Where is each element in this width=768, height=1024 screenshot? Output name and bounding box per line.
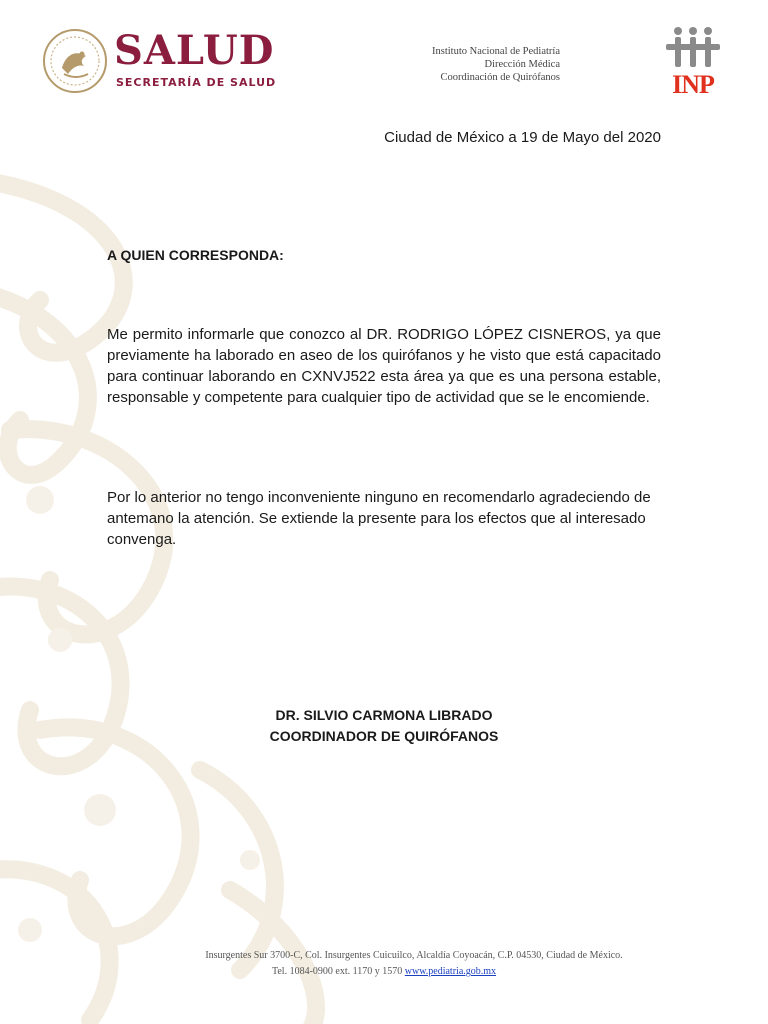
salud-logo-subtitle: SECRETARÍA DE SALUD xyxy=(116,76,277,89)
letter-paragraph-1: Me permito informarle que conozco al DR. RODRIGO LÓPEZ CISNEROS, ya que previamente ha laborado en aseo de los quirófanos y he visto que está capacitado para continuar laborando en CXNVJ522 esta área ya que es una persona estable, responsable y competente para cualquier tipo de actividad que se le encomiende. xyxy=(107,326,661,406)
mexican-coat-of-arms-icon xyxy=(42,28,108,94)
footer-website-link[interactable]: www.pediatria.gob.mx xyxy=(404,966,497,977)
institution-block xyxy=(432,45,560,84)
salud-logo-word: SALUD xyxy=(114,27,275,74)
salud-logo xyxy=(42,26,282,96)
letter-paragraph-2: Por lo anterior no tengo inconveniente ninguno en recomendarlo agradeciendo de antemano la atención. Se extiende la presente para los efectos que al interesado convenga. xyxy=(107,489,651,548)
signer-title: COORDINADOR DE QUIRÓFANOS xyxy=(269,728,499,744)
footer-address: Insurgentes Sur 3700-C, Col. Insurgentes Cuicuilco, Alcaldía Coyoacán, C.P. 04530, Ciudad de México. xyxy=(205,950,623,961)
footer-contact xyxy=(0,966,768,977)
inp-logo xyxy=(664,26,722,100)
institution-department: Coordinación de Quirófanos xyxy=(440,72,560,83)
institution-name: Instituto Nacional de Pediatría xyxy=(431,46,560,57)
footer-phone: Tel. 1084-0900 ext. 1170 y 1570 xyxy=(271,966,403,977)
letter-salutation: A QUIEN CORRESPONDA: xyxy=(107,247,284,263)
institution-direction: Dirección Médica xyxy=(484,59,560,70)
letter-date: Ciudad de México a 19 de Mayo del 2020 xyxy=(384,129,661,146)
inp-figures-icon xyxy=(664,26,722,70)
signer-name: DR. SILVIO CARMONA LIBRADO xyxy=(275,707,493,723)
inp-logo-text: INP xyxy=(672,70,714,99)
